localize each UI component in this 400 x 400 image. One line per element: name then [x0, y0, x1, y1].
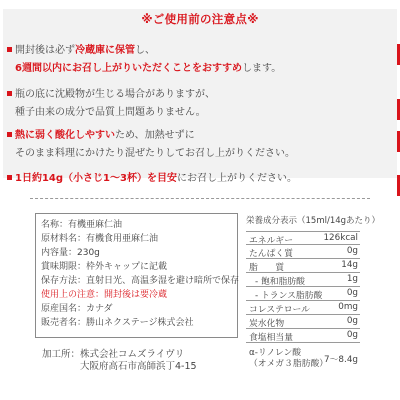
- label-row: 原材料名：有機食用亜麻仁油: [41, 234, 159, 244]
- nutrition-key: たんぱく質: [249, 249, 293, 259]
- notice-text-segment: 熱に弱く酸化しやすい: [15, 130, 115, 141]
- label-row: 原産国名：カナダ: [41, 304, 113, 314]
- nutrition-value: 1g: [346, 274, 358, 284]
- nutrition-key: エネルギー: [249, 236, 293, 246]
- red-square-bullet-icon: [7, 91, 12, 96]
- notice-text-segment: にお召し上がりください。: [176, 173, 297, 184]
- nutrition-row: [246, 259, 360, 273]
- omega-label: α-リノレン酸: [249, 348, 302, 358]
- nutrition-row-omega3: [246, 347, 360, 371]
- notice-item: [7, 86, 215, 122]
- red-square-bullet-icon: [7, 132, 12, 137]
- label-row: 保存方法：直射日光、高温多湿を避け暗所で保存: [41, 276, 240, 286]
- nutrition-value: 0g: [346, 288, 358, 298]
- label-row: 名称：有機亜麻仁油: [41, 220, 123, 230]
- nutrition-value: 126kcal: [323, 233, 358, 243]
- notice-text-segment: ため、加熱せずに: [115, 130, 195, 141]
- nutrition-key: 脂 質: [249, 263, 285, 273]
- notice-item: [7, 170, 297, 188]
- notice-text-segment: 開封後は必ず: [15, 45, 75, 56]
- nutrition-value: 0mg: [338, 302, 358, 312]
- label-row: 賞味期限：枠外キャップに記載: [41, 262, 168, 272]
- notice-text-segment: そのまま料理にかけたり混ぜたりしてお召し上がりください。: [15, 148, 295, 159]
- notice-item: [7, 127, 295, 163]
- omega-sublabel: （オメガ３脂肪酸）: [249, 359, 329, 369]
- manufacturer-name: 加工所：株式会社コムズライヴリ: [42, 349, 185, 360]
- nutrition-row: [246, 315, 360, 329]
- nutrition-key: コレステロール: [249, 305, 310, 315]
- nutrition-key: 炭水化物: [249, 319, 285, 329]
- nutrition-row: [246, 301, 360, 315]
- red-square-bullet-icon: [7, 175, 12, 180]
- red-square-bullet-icon: [7, 47, 12, 52]
- notice-text-segment: 6週間以内にお召し上がりいただくことをおすすめ: [15, 63, 243, 74]
- notice-title: ※ご使用前の注意点※: [141, 12, 259, 26]
- notice-text-segment: 冷蔵庫に保管: [75, 45, 135, 56]
- nutrition-key: [249, 348, 328, 370]
- nutrition-value: 0g: [346, 316, 358, 326]
- nutrition-row: [246, 273, 360, 287]
- dashed-divider: [30, 198, 370, 199]
- notice-text-segment: 1日約14g（小さじ1〜3杯）を目安: [15, 173, 177, 184]
- nutrition-key: - トランス脂肪酸: [255, 291, 323, 301]
- label-row-warning: 使用上の注意：開封後は要冷蔵: [41, 290, 168, 300]
- nutrition-row: [246, 287, 360, 301]
- manufacturer-address: 大阪府高石市高師浜丁4-15: [42, 361, 197, 372]
- notice-text-segment: 瓶の底に沈殿物が生じる場合がありますが、: [15, 89, 215, 100]
- nutrition-value: 14g: [341, 260, 358, 270]
- product-label-box: [35, 213, 238, 338]
- nutrition-value: 7〜8.4g: [324, 355, 358, 365]
- notice-item-line: [7, 170, 297, 188]
- notice-item-line: [7, 60, 281, 78]
- nutrition-row: [246, 231, 360, 245]
- nutrition-title: 栄養成分表示（15ml/14gあたり）: [246, 216, 381, 226]
- nutrition-key: - 飽和脂肪酸: [255, 277, 305, 287]
- notice-text-segment: 種子由来の成分で品質上問題ありません。: [15, 107, 206, 118]
- nutrition-row: [246, 329, 360, 343]
- notice-item-line: [7, 145, 295, 163]
- notice-item: [7, 42, 281, 78]
- notice-item-line: [7, 127, 295, 145]
- nutrition-value: 0g: [346, 330, 358, 340]
- nutrition-row: [246, 245, 360, 259]
- label-row: 販売者名：勝山ネクステージ株式会社: [41, 318, 194, 328]
- label-row: 内容量：230g: [41, 248, 100, 258]
- notice-item-line: [7, 42, 281, 60]
- notice-item-line: [7, 104, 215, 122]
- notice-text-segment: し、: [135, 45, 155, 56]
- nutrition-key: 食塩相当量: [249, 333, 293, 343]
- nutrition-value: 0g: [346, 246, 358, 256]
- manufacturer-info: [42, 349, 197, 373]
- notice-panel: [3, 9, 397, 184]
- notice-text-segment: します。: [242, 63, 282, 74]
- notice-item-line: [7, 86, 215, 104]
